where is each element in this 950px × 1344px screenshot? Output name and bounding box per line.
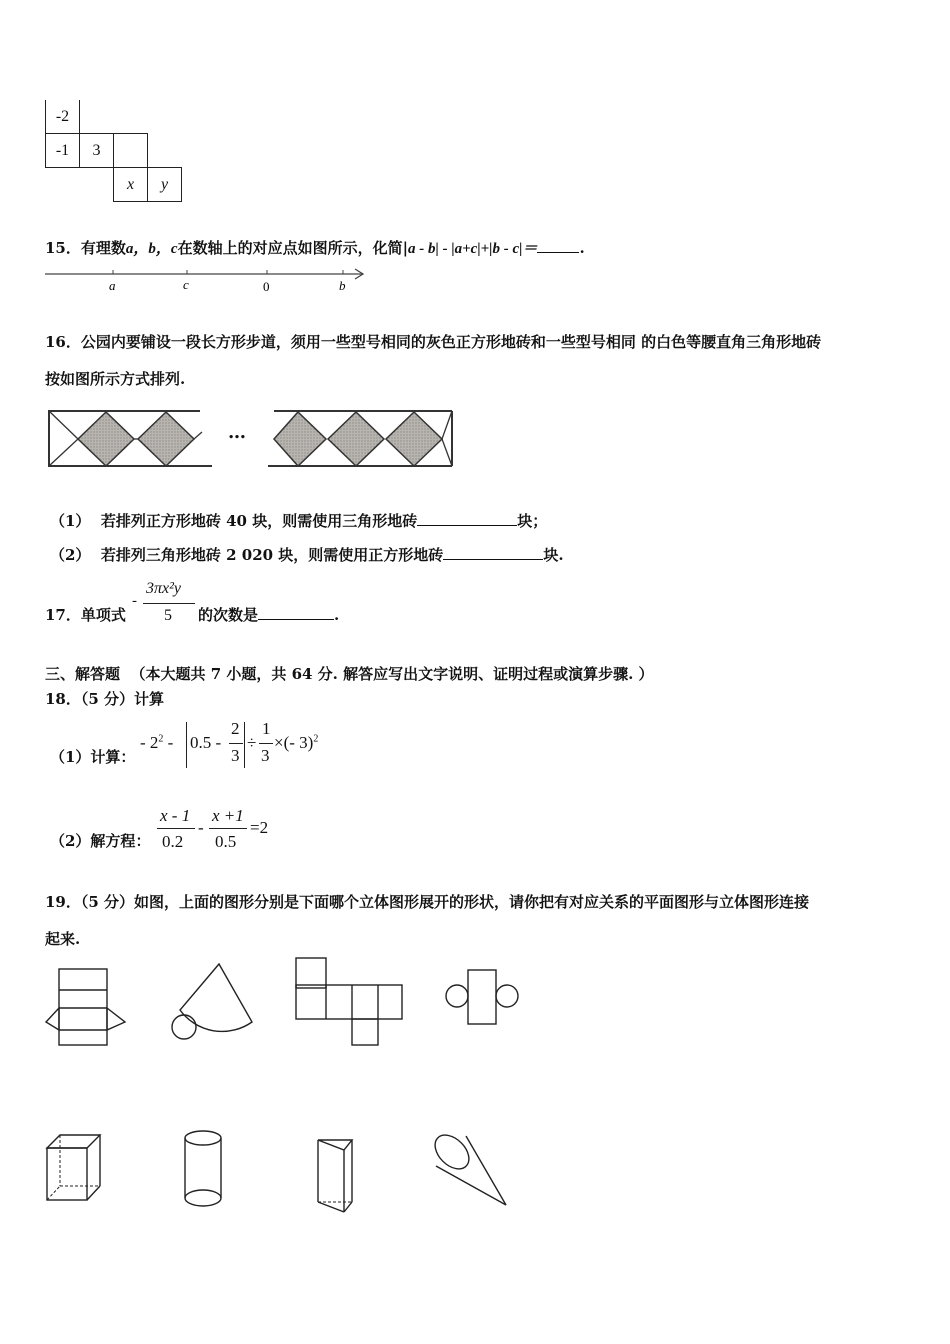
- question-text: 单项式: [80, 606, 126, 624]
- section-desc: （本大题共 7 小题，共 64 分. 解答应写出文字说明、证明过程或演算步骤. ）: [130, 665, 654, 683]
- monomial-numerator: 3πx²y: [146, 580, 182, 597]
- axis-label-c: c: [183, 277, 189, 292]
- answer-blank: [417, 525, 517, 526]
- expression: a - b| - |a+c|+|b - c|＝: [408, 241, 538, 257]
- monomial-denominator: 5: [164, 607, 172, 624]
- question-text: 的次数是: [198, 606, 259, 624]
- sub-text: 若排列三角形地砖 2 020 块，则需使用正方形地砖: [100, 546, 444, 564]
- abs-bar-left: [186, 722, 187, 768]
- question-18-sub2-label: （2）解方程：: [50, 832, 151, 850]
- question-17: [45, 604, 126, 625]
- minus-sign: -: [198, 818, 204, 837]
- cylinder-solid: [183, 1130, 225, 1208]
- prism-net: [45, 968, 127, 1048]
- grid-cell: y: [148, 168, 182, 202]
- section-title: 三、解答题: [45, 665, 121, 683]
- question-text: 按如图所示方式排列.: [45, 370, 186, 388]
- expr-term: - 2: [140, 733, 159, 752]
- question-17-tail: [198, 604, 339, 625]
- question-16-sub1: [50, 510, 547, 531]
- sub-text: 若排列正方形地砖 40 块，则需使用三角形地砖: [100, 512, 418, 530]
- period: .: [579, 239, 585, 257]
- fraction-bar: [143, 603, 195, 604]
- grid-cell: [80, 100, 114, 134]
- question-16-sub2: [50, 544, 564, 565]
- question-15: [45, 237, 585, 258]
- expr-term: 0.5 -: [190, 733, 222, 752]
- variables: a，b，c: [125, 241, 178, 257]
- frac-den: 0.2: [162, 832, 184, 851]
- expr-term: ×(- 3): [274, 733, 314, 752]
- answer-blank: [537, 252, 579, 253]
- section-3-heading: [45, 663, 654, 684]
- question-18-sub1-label: （1）计算：: [50, 748, 136, 766]
- grid-cell: [114, 134, 148, 168]
- question-number: 17．: [45, 606, 81, 624]
- question-number: 15．: [45, 239, 81, 257]
- answer-blank: [443, 559, 543, 560]
- exponent: 2: [158, 733, 164, 745]
- frac-den: 3: [261, 746, 270, 765]
- grid-cell: -2: [46, 100, 80, 134]
- fraction-bar: [209, 828, 247, 829]
- grid-cell: [114, 100, 148, 134]
- axis-label-a: a: [109, 278, 116, 293]
- grid-cell: [46, 168, 80, 202]
- sub-end: 块.: [543, 546, 564, 564]
- sub-label: （1）: [50, 512, 91, 530]
- question-text: 有理数: [80, 239, 126, 257]
- fraction-bar: [157, 828, 195, 829]
- frac-num: 2: [231, 719, 240, 738]
- frac-num: 1: [262, 719, 271, 738]
- grid-cell: [148, 134, 182, 168]
- cuboid-solid: [46, 1134, 102, 1202]
- grid-cell: 3: [80, 134, 114, 168]
- question-text: （5 分）计算: [80, 690, 165, 708]
- tile-pattern-right: [268, 410, 454, 468]
- frac-den: 3: [231, 746, 240, 765]
- grid-cell: x: [114, 168, 148, 202]
- question-16-line1: [45, 331, 821, 352]
- sub-label: （2）: [50, 546, 91, 564]
- number-line: [45, 262, 375, 294]
- grid-cell: [148, 100, 182, 134]
- cube-net: [295, 957, 405, 1047]
- cone-net: [170, 962, 254, 1042]
- fraction-bar: [259, 743, 273, 744]
- period: .: [334, 606, 340, 624]
- cone-solid: [432, 1132, 510, 1208]
- expr-term: -: [163, 733, 174, 752]
- exponent: 2: [313, 733, 319, 745]
- tile-pattern-left: [48, 410, 213, 468]
- cylinder-net: [444, 968, 520, 1028]
- axis-label-b: b: [339, 278, 346, 293]
- fraction-bar: [229, 743, 243, 744]
- divide-sign: ÷: [247, 733, 257, 752]
- triangular-prism-solid: [316, 1136, 354, 1214]
- monomial-sign: -: [132, 593, 137, 609]
- sub-end: 块；: [517, 512, 548, 530]
- question-number: 18．: [45, 690, 81, 708]
- number-grid: [45, 100, 182, 202]
- question-text: （5 分）如图，上面的图形分别是下面哪个立体图形展开的形状，请你把有对应关系的平面图形与立体图形连接: [80, 893, 810, 911]
- question-19-line1: [45, 891, 809, 912]
- abs-bar-right: [244, 722, 245, 768]
- question-text: 公园内要铺设一段长方形步道，须用一些型号相同的灰色正方形地砖和一些型号相同 的白色等腰直角三角形地砖: [80, 333, 822, 351]
- frac-num: x - 1: [160, 806, 191, 825]
- question-18: [45, 688, 164, 709]
- question-text: 在数轴上的对应点如图所示，化简|: [177, 239, 409, 257]
- frac-num: x +1: [212, 806, 244, 825]
- axis-label-0: 0: [263, 279, 270, 294]
- question-number: 19．: [45, 893, 81, 911]
- rhs: =2: [250, 818, 269, 837]
- expr-part: [140, 733, 173, 753]
- answer-blank: [258, 619, 334, 620]
- grid-cell: [80, 168, 114, 202]
- grid-cell: -1: [46, 134, 80, 168]
- question-number: 16．: [45, 333, 81, 351]
- frac-den: 0.5: [215, 832, 237, 851]
- expr-part: [274, 733, 318, 753]
- ellipsis: …: [228, 422, 246, 443]
- question-19-line2: 起来.: [45, 930, 81, 948]
- question-16-line2: [45, 368, 185, 389]
